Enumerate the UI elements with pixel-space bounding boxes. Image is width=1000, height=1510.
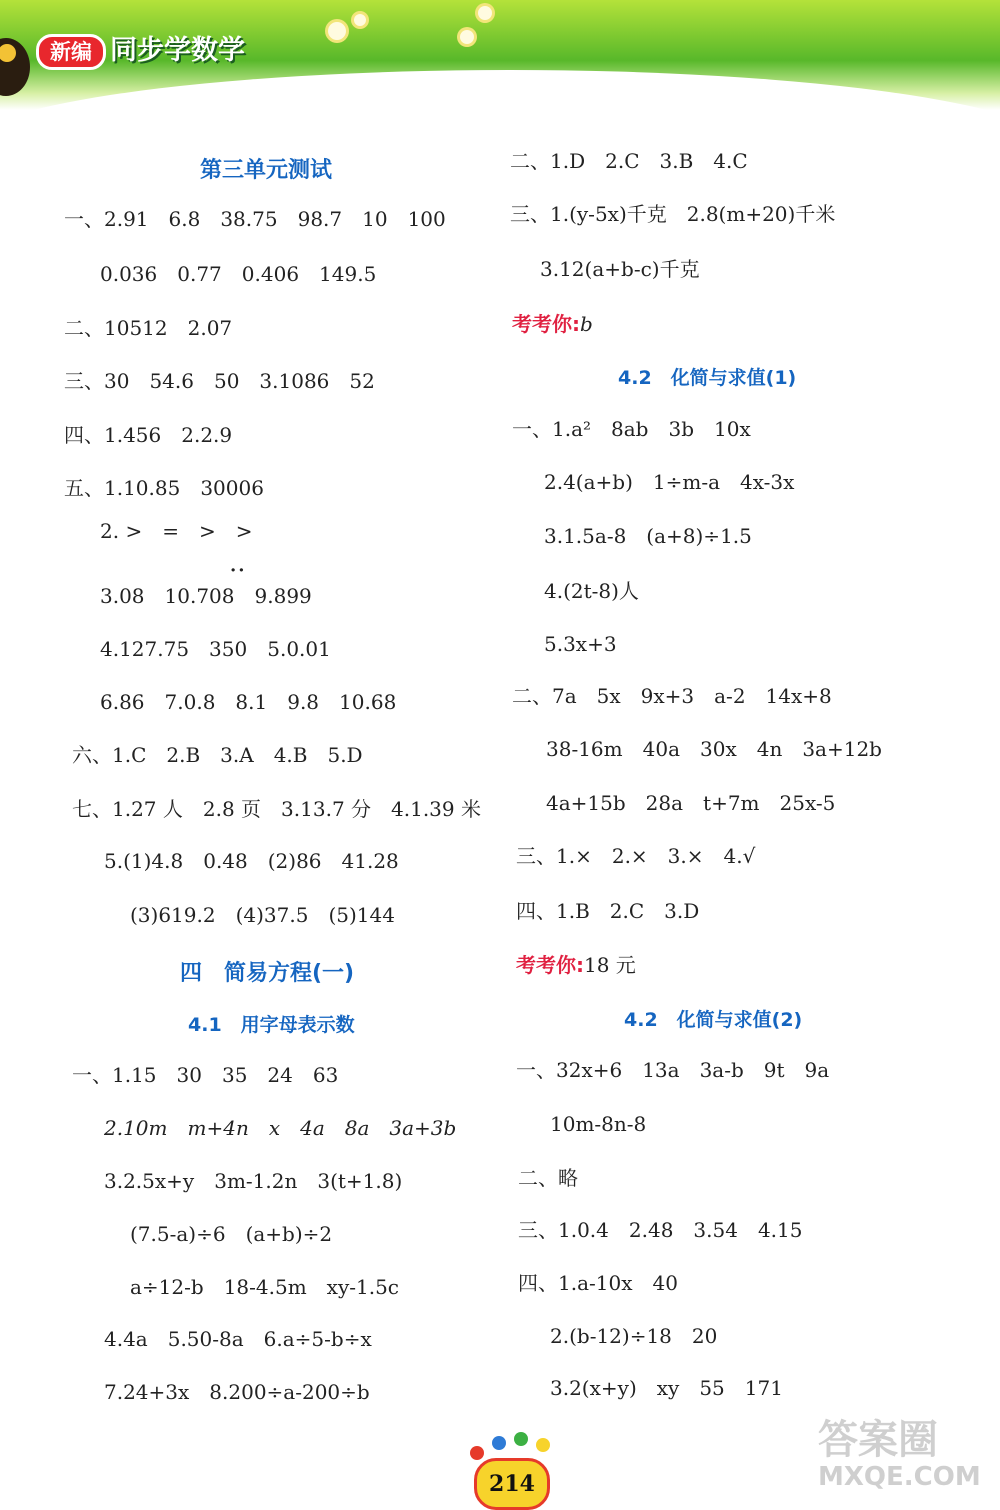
answer-line: 0.036 0.77 0.406 149.5 — [100, 262, 377, 286]
answer-line: 6.86 7.0.8 8.1 9.8 10.68 — [100, 690, 397, 714]
logo-badge: 新编 — [36, 34, 106, 70]
answer-line: 三、1.× 2.× 3.× 4.√ — [516, 844, 756, 868]
section-title: 4.1 用字母表示数 — [188, 1014, 355, 1036]
decor-ball-icon — [514, 1432, 528, 1446]
answer-line: 一、32x+6 13a 3a-b 9t 9a — [516, 1058, 830, 1082]
answer-line: 四、1.B 2.C 3.D — [516, 899, 700, 923]
answer-line: 六、1.C 2.B 3.A 4.B 5.D — [72, 743, 363, 767]
answer-line: 一、1.a² 8ab 3b 10x — [512, 417, 751, 441]
answer-line: 3.2(x+y) xy 55 171 — [550, 1376, 783, 1400]
answer-line: 4a+15b 28a t+7m 25x-5 — [546, 791, 836, 815]
section-title: 4.2 化简与求值(2) — [624, 1009, 803, 1031]
answer-line: 三、1.0.4 2.48 3.54 4.15 — [518, 1218, 803, 1242]
kaokaoni-2 — [516, 953, 636, 977]
answer-line: 三、30 54.6 50 3.1086 52 — [64, 369, 375, 393]
answer-line: 二、7a 5x 9x+3 a-2 14x+8 — [512, 684, 832, 708]
header-banner — [0, 0, 1000, 110]
answer-line: 10m-8n-8 — [550, 1112, 647, 1136]
answer-line: 4.4a 5.50-8a 6.a÷5-b÷x — [104, 1327, 372, 1351]
kaokaoni-answer: b — [580, 312, 593, 336]
answer-line: 四、1.a-10x 40 — [518, 1271, 678, 1295]
answer-line: (3)619.2 (4)37.5 (5)144 — [130, 903, 395, 927]
answer-line: 3.12(a+b-c)千克 — [540, 257, 700, 281]
answer-line: 3.2.5x+y 3m-1.2n 3(t+1.8) — [104, 1169, 403, 1193]
answer-line: 一、2.91 6.8 38.75 98.7 10 100 — [64, 207, 446, 231]
flower-icon — [354, 14, 366, 26]
watermark-brand: 答案圈 — [818, 1417, 938, 1463]
chapter-title: 四 简易方程(一) — [180, 961, 355, 986]
answer-line: 七、1.27 人 2.8 页 3.13.7 分 4.1.39 米 — [72, 797, 481, 821]
watermark — [818, 1418, 981, 1492]
answer-line: 2.(b-12)÷18 20 — [550, 1324, 718, 1348]
answer-line: 五、1.10.85 30006 — [64, 476, 264, 500]
answer-line: 二、10512 2.07 — [64, 316, 233, 340]
page-number: 214 — [474, 1458, 550, 1510]
answer-line: 5.3x+3 — [544, 632, 617, 656]
flower-icon — [328, 22, 346, 40]
answer-line: 三、1.(y-5x)千克 2.8(m+20)千米 — [510, 202, 836, 226]
mascot-icon — [0, 38, 30, 96]
unit-test-title: 第三单元测试 — [200, 158, 333, 183]
answer-line: 4.(2t-8)人 — [544, 579, 639, 603]
answer-line: a÷12-b 18-4.5m xy-1.5c — [130, 1275, 400, 1299]
kaokaoni-1 — [512, 312, 593, 336]
watermark-url: MXQE.COM — [818, 1462, 981, 1492]
decor-ball-icon — [536, 1438, 550, 1452]
repeating-decimal-dots: ·· — [230, 560, 247, 581]
answer-line: (7.5-a)÷6 (a+b)÷2 — [130, 1222, 333, 1246]
answer-line: 一、1.15 30 35 24 63 — [72, 1063, 339, 1087]
answer-line: 38-16m 40a 30x 4n 3a+12b — [546, 737, 882, 761]
decor-ball-icon — [470, 1446, 484, 1460]
answer-line: 四、1.456 2.2.9 — [64, 423, 233, 447]
flower-icon — [478, 6, 492, 20]
answer-line: 二、1.D 2.C 3.B 4.C — [510, 149, 748, 173]
answer-line: 3.08 10.708 9.899 — [100, 584, 312, 608]
book-title: 同步学数学 — [110, 35, 245, 66]
kaokaoni-answer: 18 元 — [584, 953, 636, 977]
answer-line: 二、略 — [518, 1166, 578, 1190]
decor-ball-icon — [492, 1436, 506, 1450]
answer-line: 2. > = > > — [100, 519, 253, 543]
answer-line: 2.4(a+b) 1÷m-a 4x-3x — [544, 470, 795, 494]
flower-icon — [460, 30, 474, 44]
answer-line: 5.(1)4.8 0.48 (2)86 41.28 — [104, 849, 399, 873]
section-title: 4.2 化简与求值(1) — [618, 367, 797, 389]
answer-line: 4.127.75 350 5.0.01 — [100, 637, 331, 661]
kaokaoni-label: 考考你: — [516, 953, 584, 977]
kaokaoni-label: 考考你: — [512, 312, 580, 336]
answer-line: 7.24+3x 8.200÷a-200÷b — [104, 1380, 370, 1404]
banner-wave — [0, 70, 1000, 110]
answer-line: 3.1.5a-8 (a+8)÷1.5 — [544, 524, 752, 548]
answer-line: 2.10m m+4n x 4a 8a 3a+3b — [104, 1116, 457, 1140]
